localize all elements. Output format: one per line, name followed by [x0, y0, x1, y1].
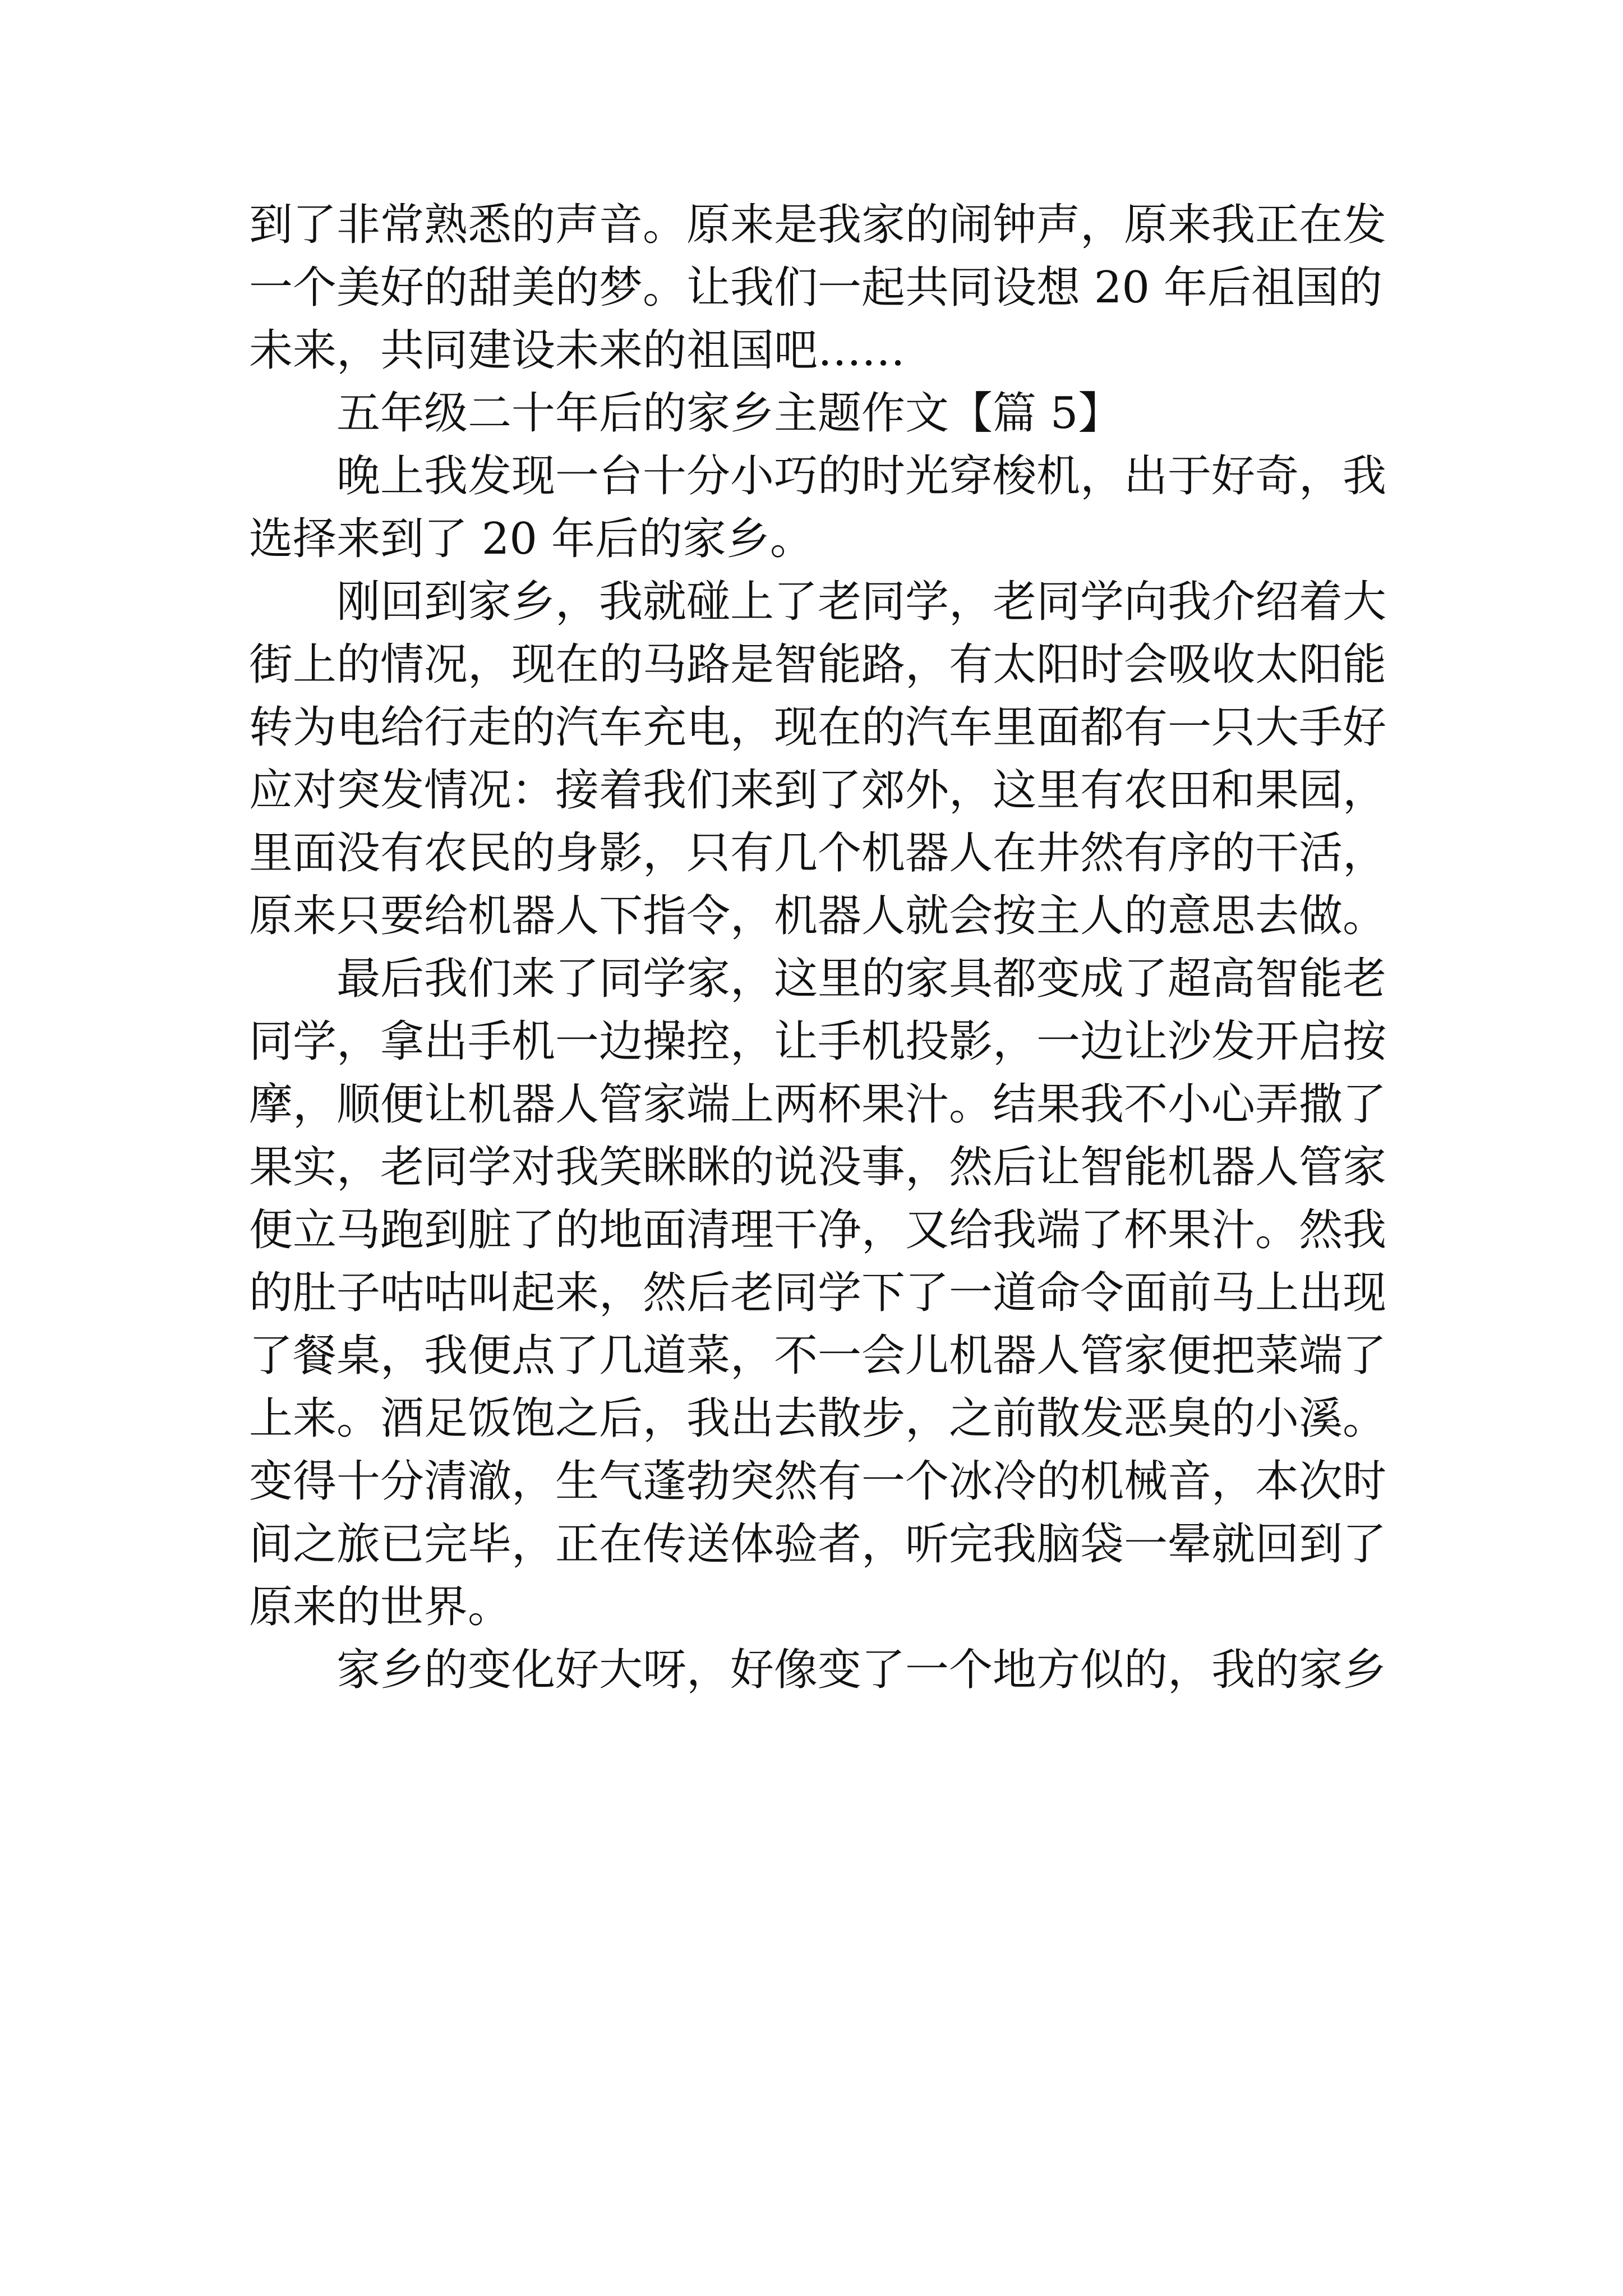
text-line: 选择来到了 20 年后的家乡。 — [249, 514, 814, 564]
text-line: 果实，老同学对我笑眯眯的说没事，然后让智能机器人管家 — [249, 1142, 1387, 1193]
text-line: 未来，共同建设未来的祖国吧…… — [249, 325, 906, 376]
text-line: 刚回到家乡，我就碰上了老同学，老同学向我介绍着大 — [336, 577, 1387, 627]
text-line: 原来只要给机器人下指令，机器人就会按主人的意思去做。 — [249, 891, 1387, 941]
text-line: 同学，拿出手机一边操控，让手机投影，一边让沙发开启按 — [249, 1016, 1387, 1067]
document-body — [249, 194, 1393, 1701]
text-line: 的肚子咕咕叫起来，然后老同学下了一道命令面前马上出现 — [249, 1268, 1387, 1318]
text-line: 便立马跑到脏了的地面清理干净，又给我端了杯果汁。然我 — [249, 1205, 1387, 1255]
text-line: 间之旅已完毕，正在传送体验者，听完我脑袋一晕就回到了 — [249, 1519, 1387, 1570]
text-line: 摩，顺便让机器人管家端上两杯果汁。结果我不小心弄撒了 — [249, 1079, 1387, 1130]
text-line: 了餐桌，我便点了几道菜，不一会儿机器人管家便把菜端了 — [249, 1331, 1387, 1381]
text-line: 应对突发情况：接着我们来到了郊外，这里有农田和果园， — [249, 765, 1387, 816]
text-line: 街上的情况，现在的马路是智能路，有太阳时会吸收太阳能 — [249, 639, 1387, 690]
section-heading: 五年级二十年后的家乡主题作文【篇 5】 — [336, 388, 1122, 439]
text-line: 变得十分清澈，生气蓬勃突然有一个冰冷的机械音，本次时 — [249, 1456, 1387, 1507]
text-line: 一个美好的甜美的梦。让我们一起共同设想 20 年后祖国的 — [249, 263, 1382, 313]
text-line: 家乡的变化好大呀，好像变了一个地方似的，我的家乡 — [336, 1645, 1387, 1695]
text-line: 最后我们来了同学家，这里的家具都变成了超高智能老 — [336, 954, 1387, 1004]
text-line: 晚上我发现一台十分小巧的时光穿梭机，出于好奇，我 — [336, 451, 1387, 501]
text-line: 原来的世界。 — [249, 1582, 512, 1632]
text-line: 到了非常熟悉的声音。原来是我家的闹钟声，原来我正在发 — [249, 200, 1387, 250]
text-line: 上来。酒足饭饱之后，我出去散步，之前散发恶臭的小溪。 — [249, 1393, 1387, 1444]
text-line: 转为电给行走的汽车充电，现在的汽车里面都有一只大手好 — [249, 702, 1387, 753]
text-line: 里面没有农民的身影，只有几个机器人在井然有序的干活， — [249, 828, 1387, 878]
